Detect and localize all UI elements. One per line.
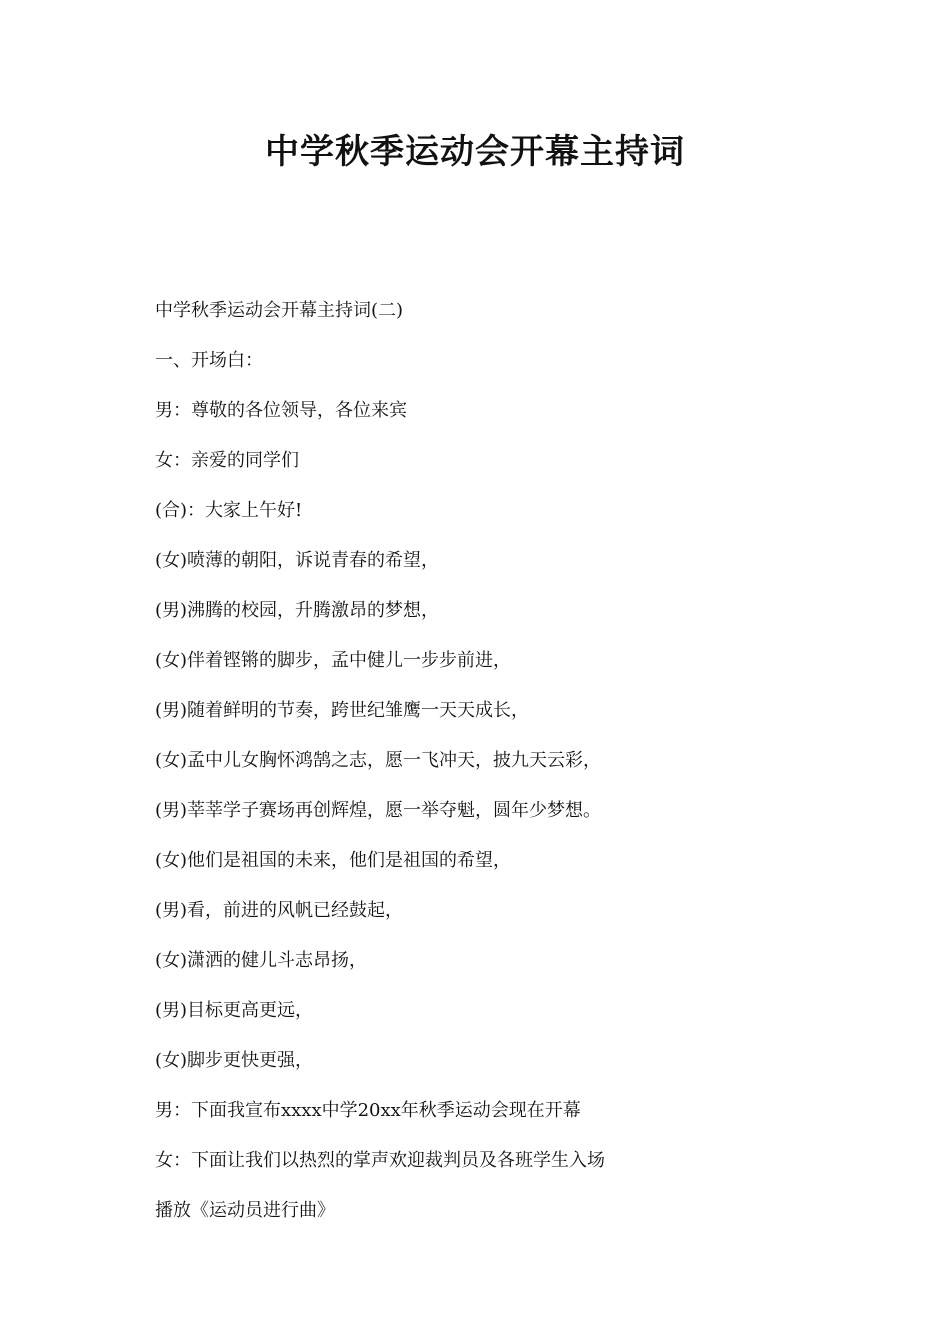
body-line: (男)莘莘学子赛场再创辉煌，愿一举夺魁，圆年少梦想。	[155, 800, 602, 821]
body-line: (男)看，前进的风帆已经鼓起，	[155, 900, 404, 921]
body-line: (男)沸腾的校园，升腾激昂的梦想，	[155, 600, 440, 621]
body-line: 一、开场白：	[155, 350, 263, 371]
body-line: 女：亲爱的同学们	[155, 450, 299, 471]
body-line: (合)：大家上午好!	[155, 500, 303, 521]
body-line: 男：尊敬的各位领导，各位来宾	[155, 400, 407, 421]
body-line: (女)脚步更快更强，	[155, 1050, 314, 1071]
page-title: 中学秋季运动会开幕主持词	[265, 132, 685, 172]
body-line: 播放《运动员进行曲》	[155, 1200, 335, 1221]
body-line: 女：下面让我们以热烈的掌声欢迎裁判员及各班学生入场	[155, 1150, 605, 1171]
body-line: (女)伴着铿锵的脚步，孟中健儿一步步前进，	[155, 650, 512, 671]
body-line: (女)潇洒的健儿斗志昂扬，	[155, 950, 368, 971]
body-line: (男)随着鲜明的节奏，跨世纪雏鹰一天天成长，	[155, 700, 530, 721]
body-line: (女)喷薄的朝阳，诉说青春的希望，	[155, 550, 440, 571]
document-body	[155, 296, 855, 1246]
body-line: 男：下面我宣布xxxx中学20xx年秋季运动会现在开幕	[155, 1100, 581, 1121]
body-line: 中学秋季运动会开幕主持词(二)	[155, 300, 404, 321]
body-line: (男)目标更高更远，	[155, 1000, 314, 1021]
body-line: (女)孟中儿女胸怀鸿鹄之志，愿一飞冲天，披九天云彩，	[155, 750, 602, 771]
body-line: (女)他们是祖国的未来，他们是祖国的希望，	[155, 850, 512, 871]
